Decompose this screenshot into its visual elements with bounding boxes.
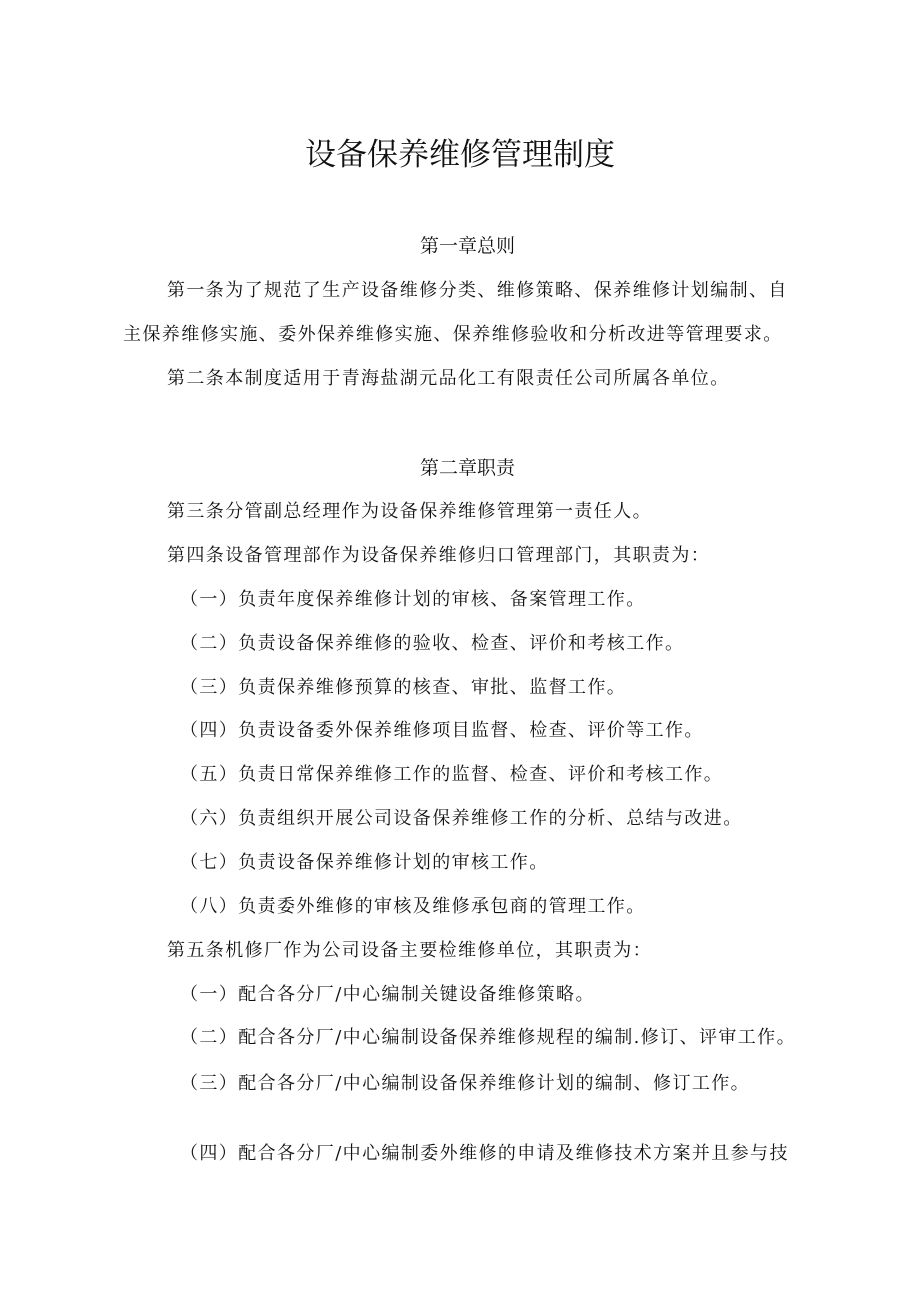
document-title: 设备保养维修管理制度: [305, 137, 615, 173]
chapter2-heading: 第二章职责: [419, 457, 515, 479]
chapter2-line: （三）负责保养维修预算的核查、审批、监督工作。: [180, 677, 627, 698]
chapter2-line: 第三条分管副总经理作为设备保养维修管理第一责任人。: [167, 501, 652, 522]
chapter2-line: （一）配合各分厂/中心编制关键设备维修策略。: [180, 984, 595, 1005]
chapter1-line: 第二条本制度适用于青海盐湖元品化工有限责任公司所属各单位。: [167, 368, 730, 389]
chapter2-line: （一）负责年度保养维修计划的审核、备案管理工作。: [180, 589, 646, 610]
chapter2-line: （二）配合各分厂/中心编制设备保养维修规程的编制.修订、评审工作。: [180, 1027, 796, 1048]
chapter2-line: （六）负责组织开展公司设备保养维修工作的分析、总结与改进。: [180, 808, 743, 829]
chapter2-line: 第五条机修厂作为公司设备主要检维修单位，其职责为：: [167, 940, 652, 961]
chapter2-line: （二）负责设备保养维修的验收、检查、评价和考核工作。: [180, 633, 685, 654]
chapter2-line: 第四条设备管理部作为设备保养维修归口管理部门，其职责为：: [167, 545, 711, 566]
chapter2-line: （七）负责设备保养维修计划的审核工作。: [180, 852, 549, 873]
chapter1-line: 主保养维修实施、委外保养维修实施、保养维修验收和分析改进等管理要求。: [123, 324, 783, 345]
chapter2-line: （三）配合各分厂/中心编制设备保养维修计划的编制、修订工作。: [180, 1073, 751, 1094]
chapter2-line: （八）负责委外维修的审核及维修承包商的管理工作。: [180, 896, 646, 917]
chapter2-line: （四）负责设备委外保养维修项目监督、检查、评价等工作。: [180, 720, 704, 741]
chapter1-heading: 第一章总则: [419, 235, 515, 257]
chapter2-line: （五）负责日常保养维修工作的监督、检查、评价和考核工作。: [180, 764, 724, 785]
chapter2-line: （四）配合各分厂/中心编制委外维修的申请及维修技术方案并且参与技: [180, 1143, 789, 1164]
chapter1-line: 第一条为了规范了生产设备维修分类、维修策略、保养维修计划编制、自: [167, 280, 788, 301]
